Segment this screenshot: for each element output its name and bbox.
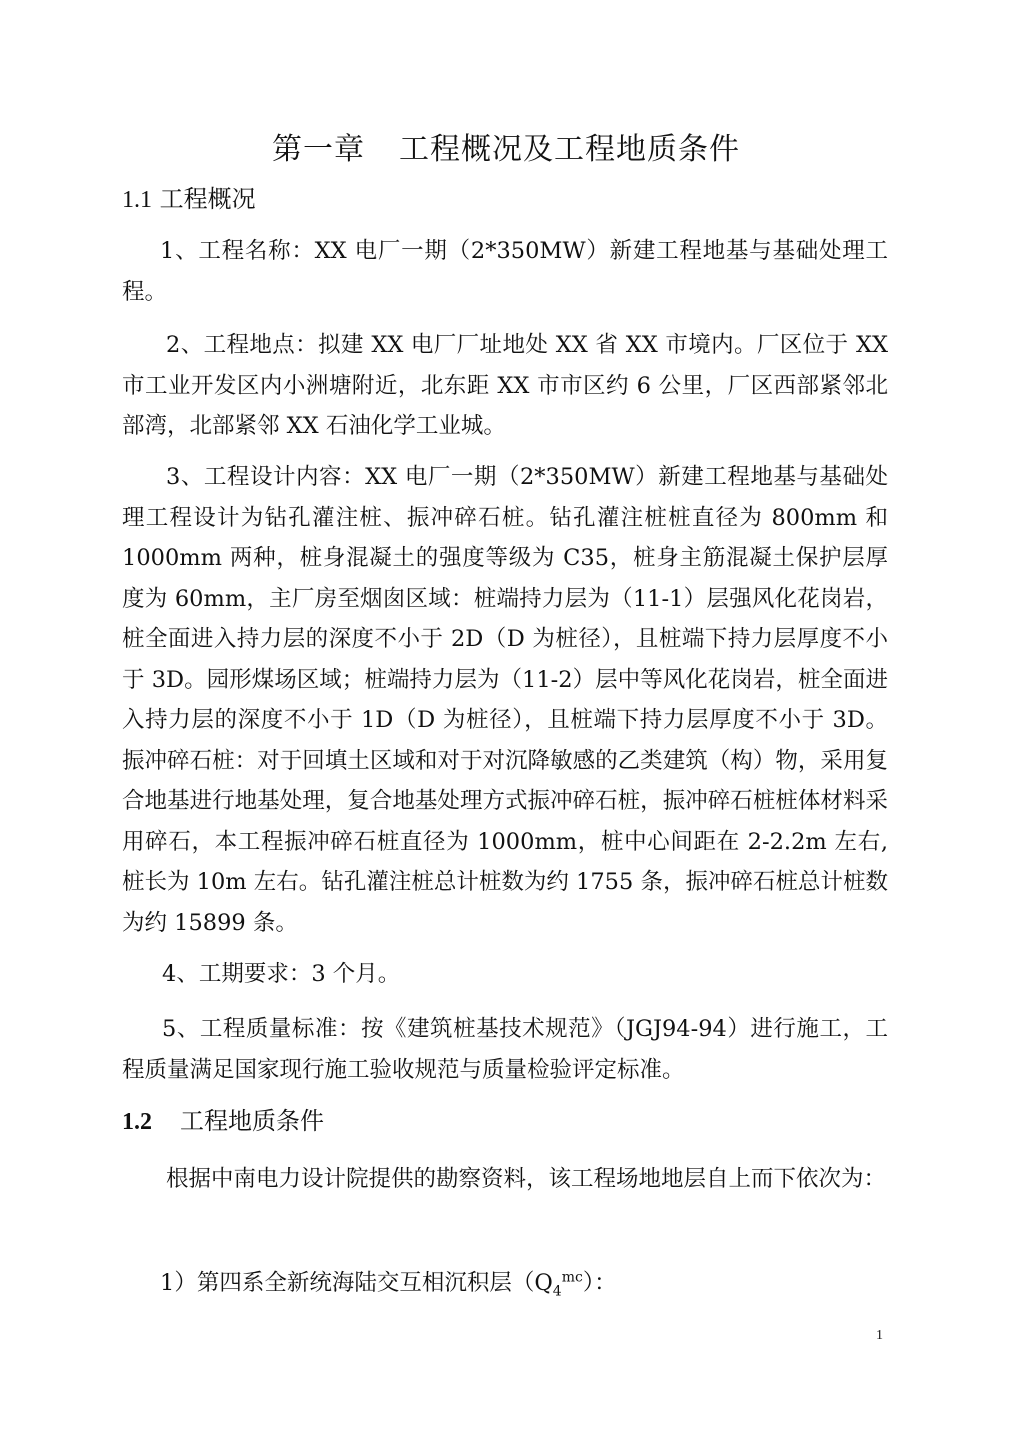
paragraph-project-location: 2、工程地点：拟建 XX 电厂厂址地处 XX 省 XX 市境内。厂区位于 XX 市工业开发区内小洲塘附近，北东距 XX 市市区约 6 公里，厂区西部紧邻北部湾，北部紧邻 XX 石油化学工业城。 (122, 332, 888, 439)
section-number: 1.2 (122, 1109, 152, 1135)
paragraph-layer-1 (122, 1263, 888, 1304)
section-title: 工程概况 (159, 185, 256, 213)
page-number: 1 (876, 1328, 883, 1343)
section-number: 1.1 (122, 187, 152, 213)
paragraph-project-name: 1、工程名称：XX 电厂一期（2*350MW）新建工程地基与基础处理工程。 (122, 238, 888, 305)
layer-1-superscript: mc (561, 1269, 583, 1286)
chapter-heading (0, 128, 1012, 172)
chapter-number: 第一章 (272, 132, 365, 167)
layer-1-subscript: 4 (552, 1283, 562, 1300)
section-heading-1-2 (122, 1104, 324, 1139)
chapter-title: 工程概况及工程地质条件 (399, 132, 740, 167)
paragraph-schedule: 4、工期要求：3 个月。 (162, 961, 401, 987)
layer-1-suffix: ）： (582, 1270, 617, 1296)
layer-1-prefix: 1）第四系全新统海陆交互相沉积层（Q (160, 1270, 553, 1296)
paragraph-quality-standard: 5、工程质量标准：按《建筑桩基技术规范》（JGJ94-94）进行施工，工程质量满足国家现行施工验收规范与质量检验评定标准。 (122, 1016, 888, 1083)
paragraph-geology-intro: 根据中南电力设计院提供的勘察资料，该工程场地地层自上而下依次为： (166, 1166, 887, 1192)
section-title: 工程地质条件 (180, 1107, 324, 1135)
section-heading-1-1 (122, 182, 256, 217)
paragraph-design-content: 3、工程设计内容：XX 电厂一期（2*350MW）新建工程地基与基础处理工程设计为钻孔灌注桩、振冲碎石桩。钻孔灌注桩桩直径为 800mm 和 1000mm 两种，桩身混凝土的强度等级为 C35，桩身主筋混凝土保护层厚度为 60mm，主厂房至烟囱区域：桩端持力层为（11-1）层强风化花岗岩，桩全面进入持力层的深度不小于 2D（D 为桩径），且桩端下持力层厚度不小于 3D。园形煤场区域；桩端持力层为（11-2）层中等风化花岗岩，桩全面进入持力层的深度不小于 1D（D 为桩径），且桩端下持力层厚度不小于 3D。振冲碎石桩：对于回填土区域和对于对沉降敏感的乙类建筑（构）物，采用复合地基进行地基处理，复合地基处理方式振冲碎石桩，振冲碎石桩桩体材料采用碎石，本工程振冲碎石桩直径为 1000mm，桩中心间距在 2-2.2m 左右,桩长为 10m 左右。钻孔灌注桩总计桩数为约 1755 条，振冲碎石桩总计桩数为约 15899 条。 (122, 464, 888, 936)
